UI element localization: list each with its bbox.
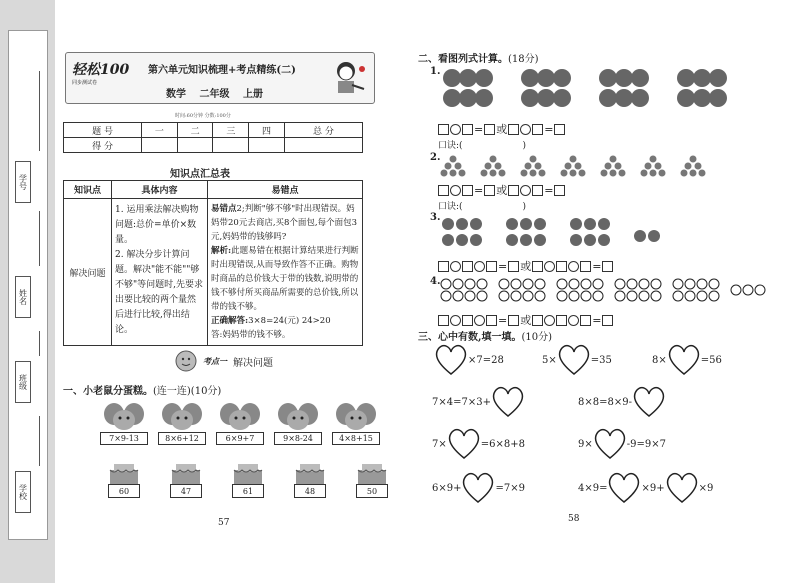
score-header-row	[64, 123, 363, 138]
fruit-stack-icon	[480, 155, 506, 177]
cake-icon	[290, 462, 330, 486]
kaodian-section	[175, 350, 273, 372]
page-number-right: 58	[568, 514, 580, 524]
mouse-icon	[332, 400, 380, 432]
kaodian-title: 解决问题	[233, 357, 273, 369]
heart-equation[interactable]: 6×9+ =7×9	[432, 472, 525, 504]
equation-line[interactable]: = 或 =	[438, 312, 613, 328]
mouse-card[interactable]	[158, 400, 206, 448]
cake-icon	[104, 462, 144, 486]
item-number: 1.	[430, 66, 441, 77]
mouse-card[interactable]	[100, 400, 148, 448]
cake-card[interactable]	[228, 462, 268, 502]
heart-icon[interactable]	[667, 344, 701, 376]
mouse-card[interactable]	[332, 400, 380, 448]
summary-row	[64, 199, 363, 346]
mnemonic-line[interactable]: 口诀:( )	[438, 202, 527, 212]
berry-group-icon	[518, 68, 572, 112]
cake-value: 48	[294, 484, 326, 498]
score-row-label: 得 分	[64, 138, 142, 153]
mushroom-group-icon	[632, 216, 662, 252]
picture-row	[440, 155, 706, 177]
summary-topic: 解决问题	[64, 199, 112, 346]
score-row	[64, 138, 363, 153]
mouse-expression: 8×6+12	[158, 432, 206, 445]
content-item: 2. 解决分步计算问题。解决"能不能""够不够"等问题时,先要求出要比较的两个量然后进行比较,得出结论。	[115, 250, 204, 335]
football-group-icon	[556, 278, 604, 302]
summary-header: 知识点	[64, 181, 112, 199]
error-text: 2;判断"够不够"时出现错误。妈妈带20元去商店,买8个面包,每个面包3元,妈妈带的钱够吗?	[211, 204, 358, 242]
picture-row	[440, 278, 766, 302]
answer-text: 3×8=24(元) 24>20	[248, 316, 331, 326]
heart-icon[interactable]	[593, 428, 627, 460]
exam-info: 时间:60分钟 分数:100分	[175, 113, 231, 119]
heart-icon[interactable]	[447, 428, 481, 460]
cut-line	[39, 331, 40, 356]
cake-value: 61	[232, 484, 264, 498]
or-label: 或	[520, 260, 532, 273]
score-cell[interactable]	[213, 138, 249, 153]
fruit-stack-icon	[640, 155, 666, 177]
heart-equation[interactable]: 4×9= ×9+ ×9	[578, 472, 713, 504]
page-number-left: 57	[218, 518, 230, 528]
heart-equation[interactable]: 9× -9=9×7	[578, 428, 666, 460]
mouse-card[interactable]	[274, 400, 322, 448]
mouse-expression: 6×9+7	[216, 432, 264, 445]
heart-icon[interactable]	[665, 472, 699, 504]
heart-equation[interactable]: 5× =35	[542, 344, 612, 376]
term-label: 上册	[242, 89, 263, 100]
score-header: 四	[249, 123, 285, 138]
berry-group-icon	[440, 68, 494, 112]
score-header: 二	[177, 123, 213, 138]
summary-header: 易错点	[208, 181, 363, 199]
mouse-expression: 9×8-24	[274, 432, 322, 445]
summary-title: 知识点汇总表	[170, 169, 230, 180]
mouse-expression: 4×8+15	[332, 432, 380, 445]
cut-line	[39, 71, 40, 151]
score-header: 一	[142, 123, 178, 138]
score-header: 三	[213, 123, 249, 138]
mice-row	[100, 400, 380, 448]
item-number: 4.	[430, 276, 441, 287]
kaodian-badge: 考点一	[203, 355, 227, 366]
mouse-icon	[274, 400, 322, 432]
mouse-card[interactable]	[216, 400, 264, 448]
or-label: 或	[520, 314, 532, 327]
brand-logo-sub: 同步测试卷	[72, 80, 98, 86]
football-group-icon	[498, 278, 546, 302]
student-id-field[interactable]: 学号	[15, 161, 31, 203]
cake-icon	[352, 462, 392, 486]
question-2-title: 二、看图列式计算。(18分)	[418, 54, 539, 65]
content-item: 1. 运用乘法解决购物问题:总价=单价×数量。	[115, 205, 199, 245]
score-cell[interactable]	[249, 138, 285, 153]
analysis-label: 解析:	[211, 246, 232, 256]
error-label: 易错点	[211, 204, 237, 214]
cake-icon	[166, 462, 206, 486]
mouse-icon	[216, 400, 264, 432]
heart-equation[interactable]: 8×8=8×9-	[578, 386, 666, 418]
cake-card[interactable]	[290, 462, 330, 502]
cut-line	[39, 211, 40, 266]
score-table	[63, 122, 363, 153]
heart-icon[interactable]	[434, 344, 468, 376]
mouse-expression: 7×9-13	[100, 432, 148, 445]
mouse-icon	[158, 400, 206, 432]
mushroom-group-icon	[504, 216, 548, 252]
score-cell[interactable]	[177, 138, 213, 153]
binding-strip-inner	[8, 30, 48, 540]
football-group-icon	[672, 278, 720, 302]
face-icon	[175, 350, 197, 372]
boy-illustration-icon	[332, 59, 366, 99]
mushroom-group-icon	[568, 216, 612, 252]
heart-icon[interactable]	[607, 472, 641, 504]
grade-label: 二年级	[199, 89, 230, 100]
score-cell[interactable]	[284, 138, 362, 153]
summary-content	[112, 199, 208, 346]
fruit-stack-icon	[520, 155, 546, 177]
football-group-icon	[730, 278, 766, 302]
mnemonic-line[interactable]: 口诀:( )	[438, 141, 527, 151]
score-header: 总 分	[284, 123, 362, 138]
heart-equation[interactable]: 8× =56	[652, 344, 722, 376]
cake-value: 60	[108, 484, 140, 498]
brand-logo: 轻松100	[72, 62, 130, 78]
heart-icon[interactable]	[632, 386, 666, 418]
summary-header-row	[64, 181, 363, 199]
score-cell[interactable]	[142, 138, 178, 153]
heart-equation[interactable]: 7×4=7×3+	[432, 386, 525, 418]
analysis-text: 此题易错在根据计算结果进行判断时出现错误,从而导致作答不正确。购物时商品的总价钱大于带的钱数,说明带的钱不够付所买商品所需要的总价钱,所以带的钱不够。	[211, 246, 359, 312]
worksheet-title: 第六单元知识梳理+考点精练(二)	[148, 65, 296, 76]
worksheet-subject	[166, 85, 263, 100]
question-1-note: (连一连)(10分)	[153, 386, 222, 397]
binding-strip	[0, 0, 55, 583]
cake-card[interactable]	[104, 462, 144, 502]
berry-group-icon	[596, 68, 650, 112]
question-3-title: 三、心中有数,填一填。(10分)	[418, 332, 553, 343]
heart-icon[interactable]	[491, 386, 525, 418]
cake-value: 50	[356, 484, 388, 498]
football-group-icon	[440, 278, 488, 302]
answer-label: 正确解答:	[211, 316, 249, 326]
worksheet-header	[65, 52, 375, 104]
summary-errors	[208, 199, 363, 346]
cake-icon	[228, 462, 268, 486]
or-label: 或	[496, 184, 508, 197]
item-number: 3.	[430, 212, 441, 223]
class-field[interactable]: 班级	[15, 361, 31, 403]
heart-equation[interactable]: ×7=28	[434, 344, 504, 376]
summary-table	[63, 180, 363, 346]
question-1-title: 一、小老鼠分蛋糕。(连一连)(10分)	[63, 386, 222, 397]
cake-card[interactable]	[352, 462, 392, 502]
fruit-stack-icon	[440, 155, 466, 177]
cut-line	[39, 416, 40, 466]
mushroom-group-icon	[440, 216, 484, 252]
heart-equation[interactable]: 7× =6×8+8	[432, 428, 525, 460]
score-header: 题 号	[64, 123, 142, 138]
fruit-stack-icon	[560, 155, 586, 177]
fruit-stack-icon	[600, 155, 626, 177]
summary-header: 具体内容	[112, 181, 208, 199]
name-field[interactable]: 姓名	[15, 276, 31, 318]
question-3-note: (10分)	[521, 332, 553, 343]
mouse-icon	[100, 400, 148, 432]
cake-value: 47	[170, 484, 202, 498]
picture-row	[440, 68, 728, 112]
picture-row	[440, 216, 662, 252]
heart-icon[interactable]	[557, 344, 591, 376]
answer-conclusion: 答:妈妈带的钱不够。	[211, 330, 291, 340]
or-label: 或	[496, 123, 508, 136]
question-2-note: (18分)	[508, 54, 539, 65]
equation-line[interactable]: = 或 =	[438, 258, 613, 274]
subject-label: 数学	[166, 89, 186, 100]
cakes-row	[104, 462, 392, 502]
fruit-stack-icon	[680, 155, 706, 177]
school-field[interactable]: 学校	[15, 471, 31, 513]
cake-card[interactable]	[166, 462, 206, 502]
football-group-icon	[614, 278, 662, 302]
equation-line[interactable]: = 或 =	[438, 121, 565, 137]
heart-icon[interactable]	[461, 472, 495, 504]
berry-group-icon	[674, 68, 728, 112]
item-number: 2.	[430, 152, 441, 163]
equation-line[interactable]: = 或 =	[438, 182, 565, 198]
